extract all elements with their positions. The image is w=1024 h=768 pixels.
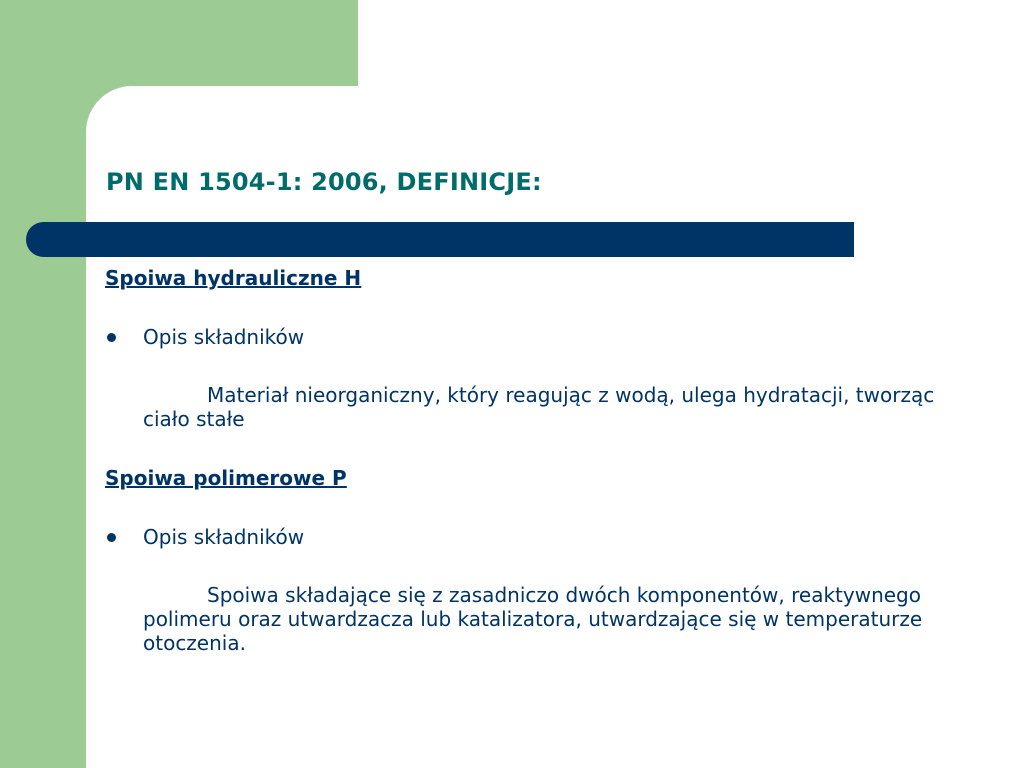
section-heading: [105, 266, 975, 290]
definition-text: Spoiwa składające się z zasadniczo dwóch komponentów, reaktywnego polimeru oraz utwardzacza lub katalizatora, utwardzające się w temperaturze otoczenia.: [143, 583, 923, 655]
bullet-label: Opis składników: [143, 525, 305, 549]
title-underline-bar: [26, 222, 854, 257]
slide-content: [105, 266, 975, 655]
section-heading: [105, 466, 975, 490]
bullet-dot-icon: [107, 533, 116, 542]
bullet-item: [105, 525, 975, 549]
section-hydraulic: [105, 266, 975, 431]
bullet-item: [105, 325, 975, 349]
bullet-label: Opis składników: [143, 325, 305, 349]
section-polymer: [105, 466, 975, 655]
slide-title: PN EN 1504-1: 2006, DEFINICJE:: [106, 168, 542, 196]
bullet-dot-icon: [107, 333, 116, 342]
section-heading-link[interactable]: Spoiwa hydrauliczne H: [105, 266, 362, 290]
definition-text: Materiał nieorganiczny, który reagując z wodą, ulega hydratacji, tworząc ciało stałe: [143, 383, 935, 431]
section-heading-link[interactable]: Spoiwa polimerowe P: [105, 466, 347, 490]
